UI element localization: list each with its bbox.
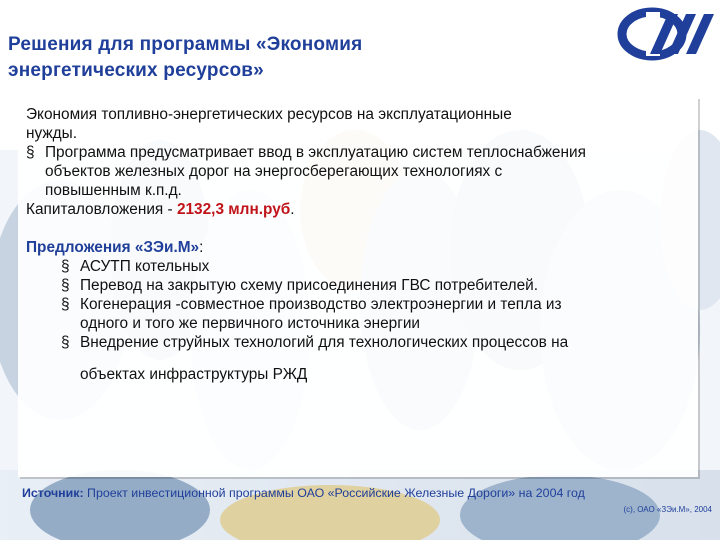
- proposal-text-cont: одного и того же первичного источника энергии: [80, 315, 421, 332]
- source-label: Источник:: [22, 486, 84, 500]
- intro-line-2: нужды.: [26, 125, 77, 142]
- page-title: [8, 32, 528, 84]
- proposal-text: Перевод на закрытую схему присоединения ГВС потребителей.: [80, 277, 539, 294]
- bullet-icon: §: [26, 144, 35, 161]
- source-text: Проект инвестиционной программы ОАО «Российские Железные Дороги» на 2004 год: [83, 486, 585, 500]
- title-line-1: Решения для программы «Экономия: [8, 34, 363, 55]
- bullet-icon: §: [61, 296, 70, 313]
- proposal-item: [26, 257, 686, 276]
- bullet1-line-1: Программа предусматривает ввод в эксплуатацию систем теплоснабжения: [45, 144, 586, 161]
- bullet1-line-2: объектов железных дорог на энергосберегающих технологиях с: [45, 163, 503, 180]
- capex-label: Капиталовложения -: [26, 201, 177, 218]
- bullet1-line-3: повышенным к.п.д.: [45, 182, 182, 199]
- proposals-colon: :: [199, 239, 204, 256]
- content-body: [26, 105, 686, 384]
- capex-line: [26, 200, 686, 219]
- proposal-text-cont: объектах инфраструктуры РЖД: [80, 366, 308, 383]
- capex-end: .: [290, 201, 295, 218]
- proposal-item: [26, 276, 686, 295]
- company-logo-icon: [612, 4, 716, 64]
- source-note: [22, 486, 702, 500]
- proposal-item: [26, 295, 686, 333]
- bullet-icon: §: [61, 277, 70, 294]
- capex-value: 2132,3 млн.руб: [176, 201, 291, 218]
- proposals-heading: [26, 238, 686, 257]
- bullet-icon: §: [61, 334, 70, 351]
- title-line-2: энергетических ресурсов»: [8, 60, 264, 81]
- proposal-text: АСУТП котельных: [80, 258, 210, 275]
- intro-line-1: Экономия топливно-энергетических ресурсов на эксплуатационные: [26, 106, 512, 123]
- proposals-label: Предложения «ЗЭи.М»: [26, 239, 200, 256]
- bullet-icon: §: [61, 258, 70, 275]
- proposal-item: [26, 333, 686, 352]
- copyright: (с), ОАО «ЗЭи.М», 2004: [623, 505, 712, 514]
- bullet-item: [26, 143, 686, 200]
- proposal-text: Когенерация -совместное производство электроэнергии и тепла из: [80, 296, 562, 313]
- proposal-text: Внедрение струйных технологий для технологических процессов на: [80, 334, 569, 351]
